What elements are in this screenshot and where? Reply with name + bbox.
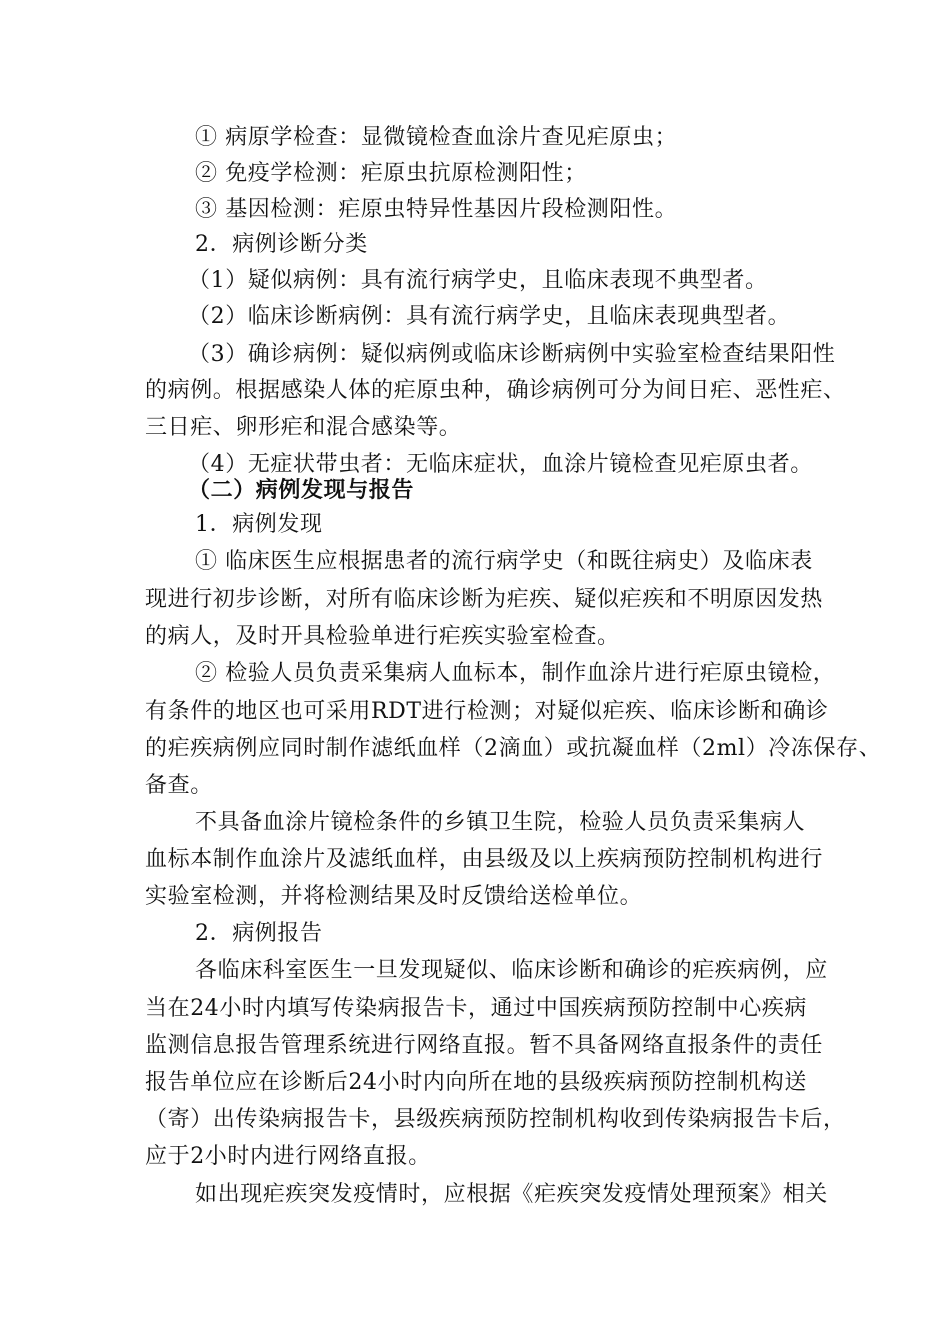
text-line: 的病人，及时开具检验单进行疟疾实验室检查。 [145, 624, 620, 649]
text-line: 报告单位应在诊断后24小时内向所在地的县级疾病预防控制机构送 [145, 1070, 807, 1095]
text-line: ① 临床医生应根据患者的流行病学史（和既往病史）及临床表 [195, 549, 813, 574]
text-line: （寄）出传染病报告卡，县级疾病预防控制机构收到传染病报告卡后， [145, 1107, 846, 1132]
section-subheading: 1．病例发现 [195, 512, 323, 537]
section-heading: （二）病例发现与报告 [188, 477, 415, 503]
text-line: 如出现疟疾突发疫情时，应根据《疟疾突发疫情处理预案》相关 [195, 1182, 828, 1207]
section-subheading: 2．病例诊断分类 [195, 232, 368, 257]
text-line: 备查。 [145, 773, 213, 798]
text-line: （4）无症状带虫者：无临床症状，血涂片镜检查见疟原虫者。 [188, 452, 813, 477]
text-line: 的病例。根据感染人体的疟原虫种，确诊病例可分为间日疟、恶性疟、 [145, 378, 846, 403]
text-line: 三日疟、卵形疟和混合感染等。 [145, 415, 462, 440]
text-line: 各临床科室医生一旦发现疑似、临床诊断和确诊的疟疾病例，应 [195, 958, 828, 983]
text-line: 应于2小时内进行网络直报。 [145, 1144, 431, 1169]
text-line: 实验室检测，并将检测结果及时反馈给送检单位。 [145, 884, 643, 909]
text-line: 现进行初步诊断，对所有临床诊断为疟疾、疑似疟疾和不明原因发热 [145, 587, 824, 612]
text-line: 不具备血涂片镜检条件的乡镇卫生院，检验人员负责采集病人 [195, 810, 806, 835]
section-subheading: 2．病例报告 [195, 921, 323, 946]
text-line: （2）临床诊断病例：具有流行病学史，且临床表现典型者。 [188, 304, 791, 329]
text-line: 血标本制作血涂片及滤纸血样，由县级及以上疾病预防控制机构进行 [145, 847, 824, 872]
text-line: 有条件的地区也可采用RDT进行检测；对疑似疟疾、临床诊断和确诊 [145, 699, 829, 724]
text-line: 当在24小时内填写传染病报告卡，通过中国疾病预防控制中心疾病 [145, 996, 807, 1021]
text-line: 监测信息报告管理系统进行网络直报。暂不具备网络直报条件的责任 [145, 1033, 824, 1058]
text-line: ① 病原学检查：显微镜检查血涂片查见疟原虫； [195, 125, 678, 150]
text-line: ② 免疫学检测：疟原虫抗原检测阳性； [195, 161, 587, 186]
text-line: （1）疑似病例：具有流行病学史，且临床表现不典型者。 [188, 268, 768, 293]
text-line: ③ 基因检测：疟原虫特异性基因片段检测阳性。 [195, 197, 678, 222]
text-line: （3）确诊病例：疑似病例或临床诊断病例中实验室检查结果阳性 [188, 342, 836, 367]
text-line: ② 检验人员负责采集病人血标本，制作血涂片进行疟原虫镜检， [195, 661, 836, 686]
text-line: 的疟疾病例应同时制作滤纸血样（2滴血）或抗凝血样（2ml）冷冻保存、 [145, 736, 882, 761]
